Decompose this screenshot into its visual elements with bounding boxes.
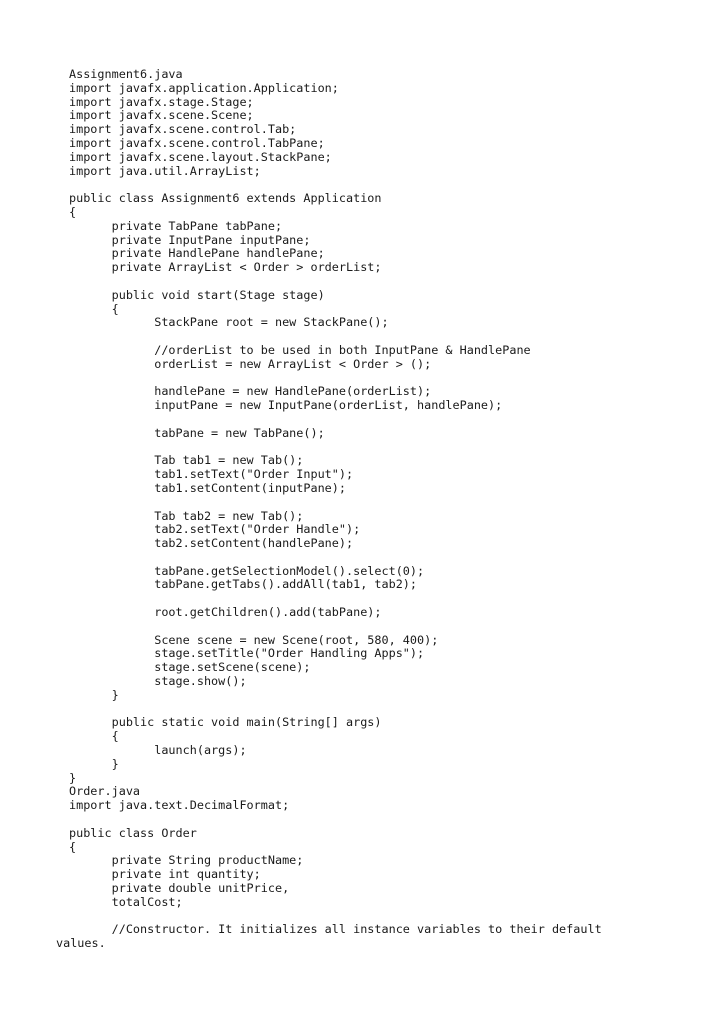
blank-line <box>69 551 602 565</box>
code-line: stage.show(); <box>69 674 247 689</box>
code-line: private String productName; <box>69 853 304 868</box>
code-line: Order.java <box>69 784 141 799</box>
blank-line <box>69 813 602 827</box>
code-line: private InputPane inputPane; <box>69 232 311 247</box>
code-line: import javafx.scene.layout.StackPane; <box>69 149 332 164</box>
blank-line <box>69 703 602 717</box>
code-line: Tab tab2 = new Tab(); <box>69 508 304 523</box>
code-line: tabPane = new TabPane(); <box>69 425 325 440</box>
code-line: import javafx.scene.control.Tab; <box>69 122 297 137</box>
blank-line <box>69 413 602 427</box>
code-line: orderList = new ArrayList < Order > (); <box>69 356 432 371</box>
code-line: { <box>69 839 77 854</box>
code-line: tab2.setContent(handlePane); <box>69 536 354 551</box>
code-line: private int quantity; <box>69 867 261 882</box>
code-line: Scene scene = new Scene(root, 580, 400); <box>69 632 439 647</box>
code-line: } <box>69 770 77 785</box>
code-line: tabPane.getTabs().addAll(tab1, tab2); <box>69 577 418 592</box>
code-line: launch(args); <box>69 743 247 758</box>
blank-line <box>69 178 602 192</box>
code-line: import javafx.scene.Scene; <box>69 108 254 123</box>
code-line: tab2.setText("Order Handle"); <box>69 522 361 537</box>
blank-line <box>69 496 602 510</box>
code-line: Assignment6.java <box>69 67 183 81</box>
code-line: { <box>69 204 77 219</box>
code-line: } <box>69 687 119 702</box>
blank-line <box>69 372 602 386</box>
code-line: public void start(Stage stage) <box>69 287 325 302</box>
code-line: { <box>69 729 119 744</box>
blank-line <box>69 910 602 924</box>
code-line: private TabPane tabPane; <box>69 218 283 233</box>
code-line: values. <box>56 936 106 951</box>
code-line: StackPane root = new StackPane(); <box>69 315 389 330</box>
code-line: inputPane = new InputPane(orderList, handlePane); <box>69 398 503 413</box>
code-line: } <box>69 756 119 771</box>
code-line: import java.util.ArrayList; <box>69 163 261 178</box>
code-line: private double unitPrice, <box>69 881 290 896</box>
code-line: public class Assignment6 extends Application <box>69 191 382 206</box>
code-line: handlePane = new HandlePane(orderList); <box>69 384 432 399</box>
code-line: import javafx.stage.Stage; <box>69 94 254 109</box>
blank-line <box>69 441 602 455</box>
code-listing <box>56 67 602 951</box>
blank-line <box>69 592 602 606</box>
blank-line <box>69 330 602 344</box>
code-line: stage.setTitle("Order Handling Apps"); <box>69 646 425 661</box>
code-line: import java.text.DecimalFormat; <box>69 798 290 813</box>
code-line: import javafx.application.Application; <box>69 80 339 95</box>
code-line: tab1.setContent(inputPane); <box>69 480 346 495</box>
code-line: //Constructor. It initializes all instance variables to their default <box>69 922 602 937</box>
code-line: private ArrayList < Order > orderList; <box>69 260 382 275</box>
code-line: import javafx.scene.control.TabPane; <box>69 135 325 150</box>
code-line: { <box>69 301 119 316</box>
code-line: public class Order <box>69 825 197 840</box>
code-line: totalCost; <box>69 894 183 909</box>
blank-line <box>69 275 602 289</box>
code-line: root.getChildren().add(tabPane); <box>69 605 382 620</box>
code-line: tabPane.getSelectionModel().select(0); <box>69 563 425 578</box>
code-line: tab1.setText("Order Input"); <box>69 467 354 482</box>
code-line: stage.setScene(scene); <box>69 660 311 675</box>
code-line: //orderList to be used in both InputPane & HandlePane <box>69 342 531 357</box>
code-line: public static void main(String[] args) <box>69 715 382 730</box>
code-line: Tab tab1 = new Tab(); <box>69 453 304 468</box>
code-line: private HandlePane handlePane; <box>69 246 325 261</box>
blank-line <box>69 620 602 634</box>
